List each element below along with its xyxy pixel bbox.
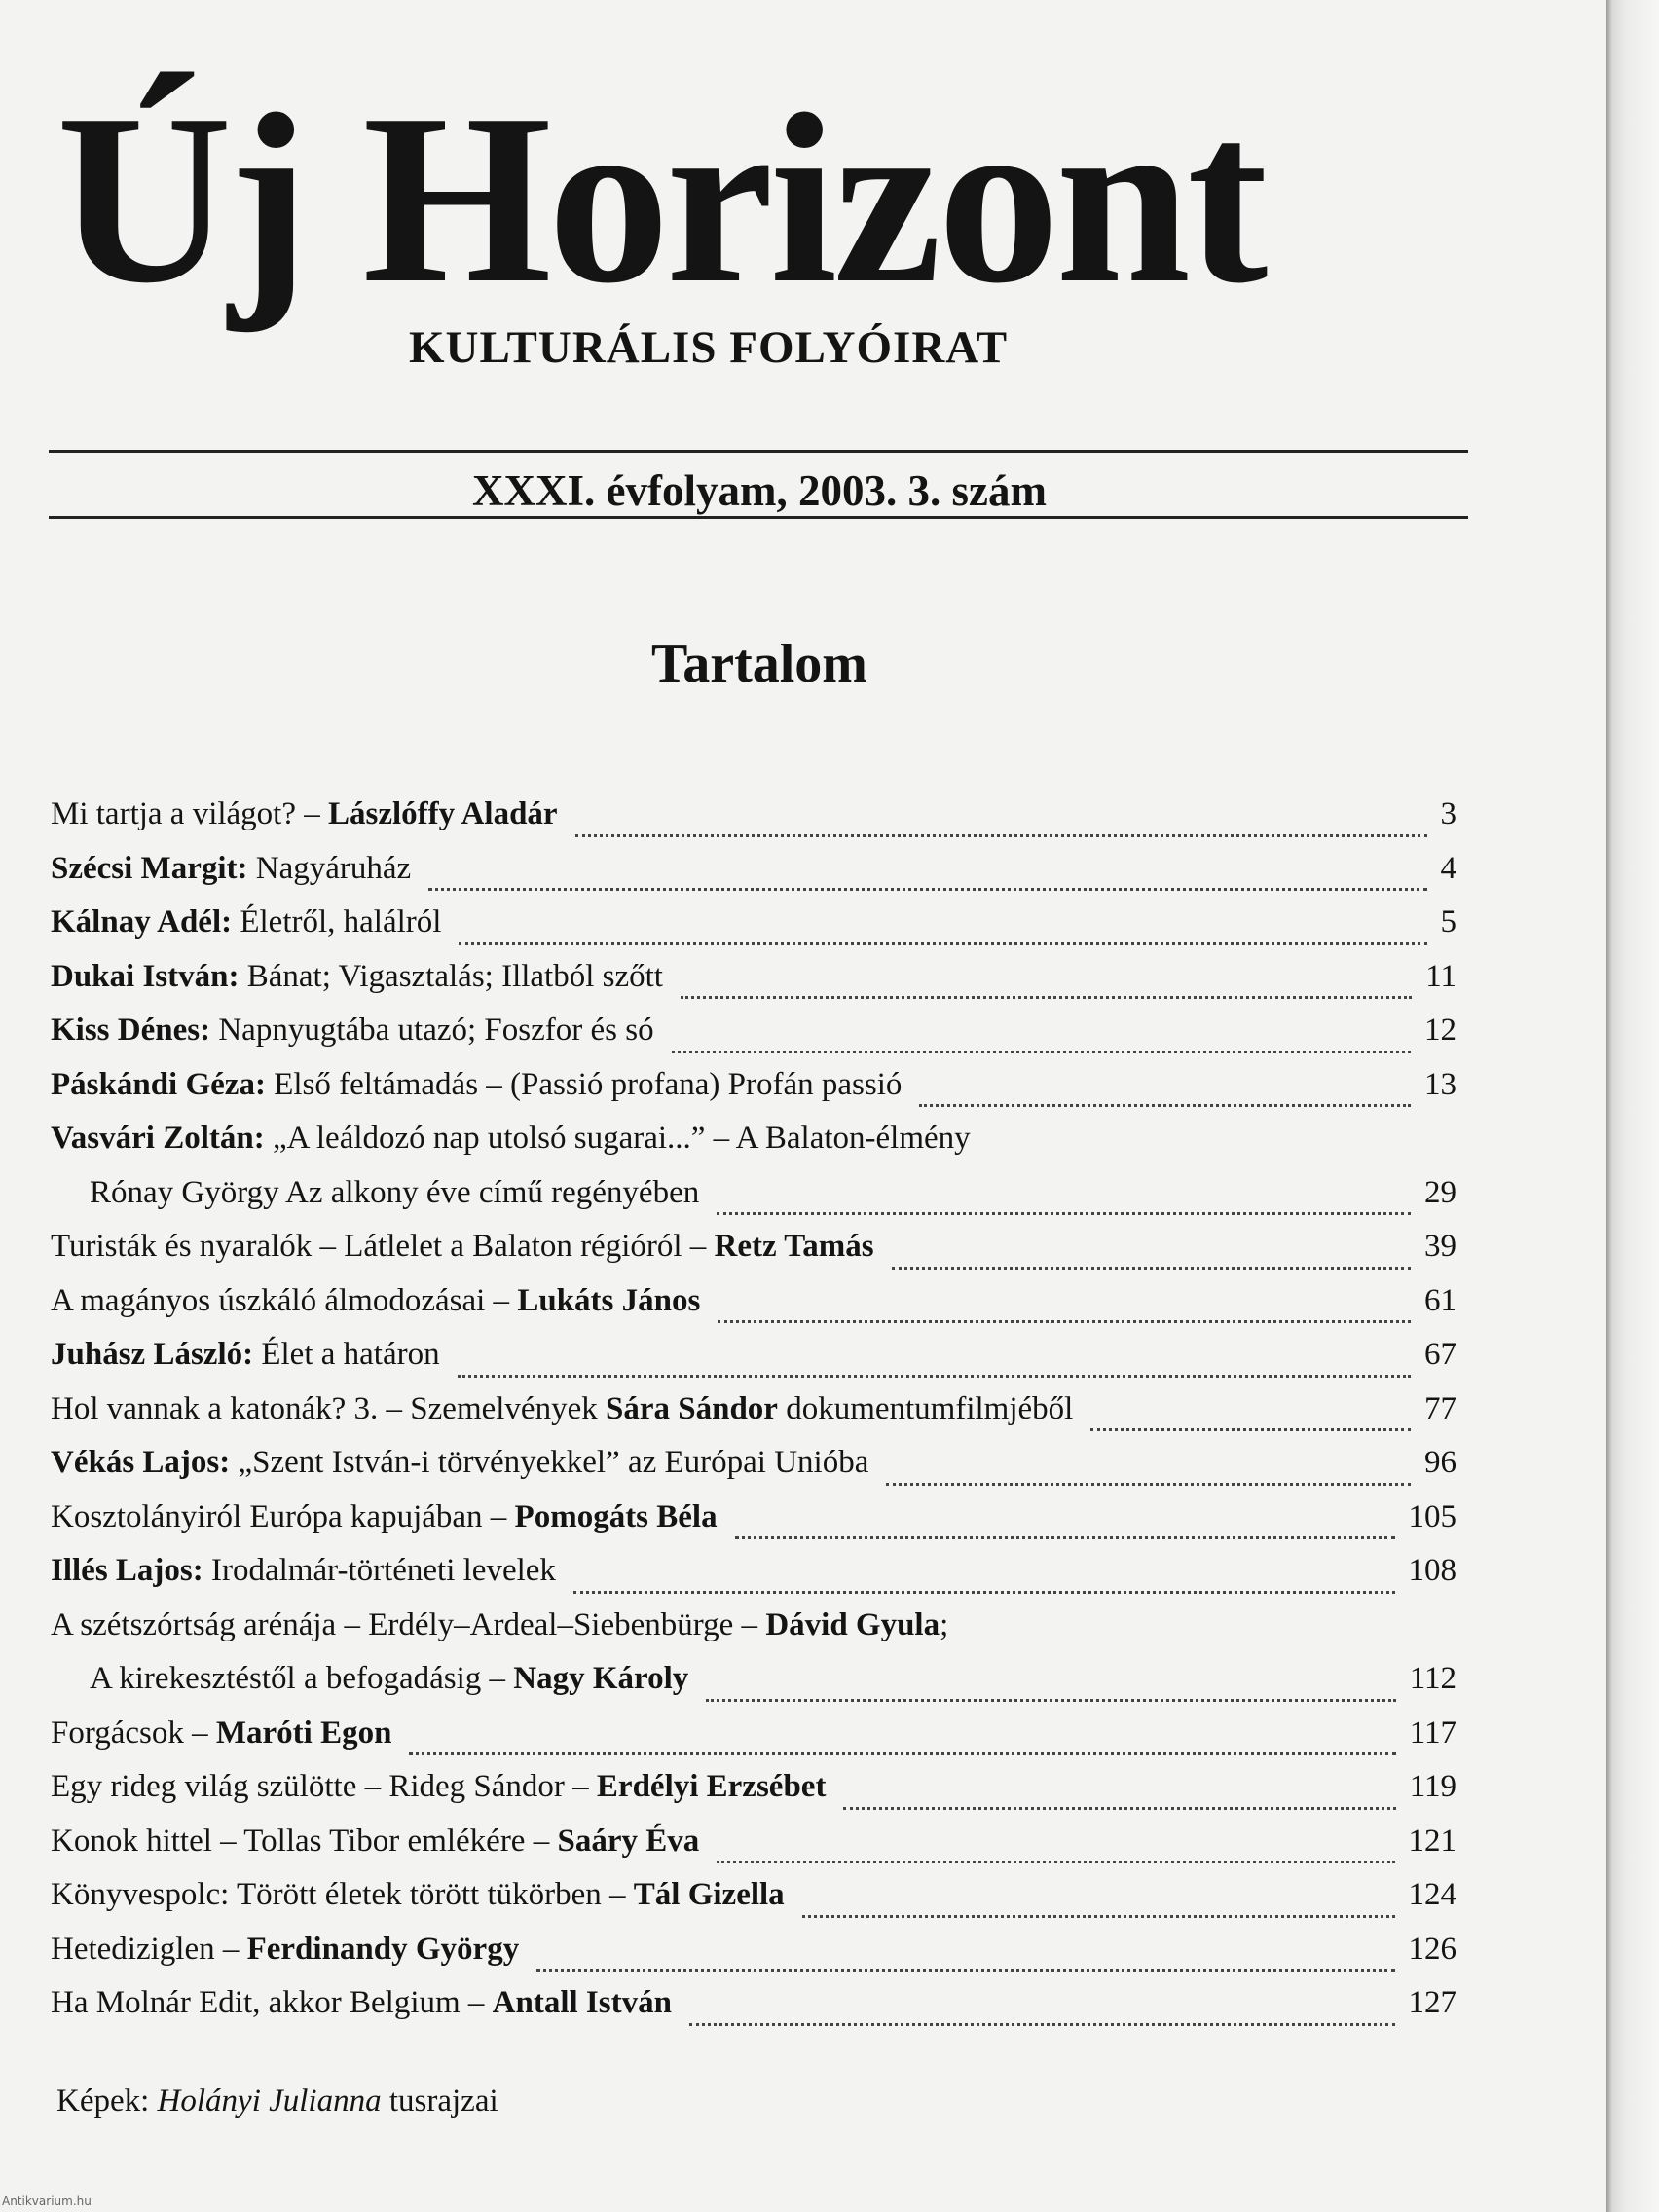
toc-page-number: 124 <box>1408 1877 1456 1912</box>
toc-entry-text <box>51 1067 902 1103</box>
dot-leader <box>681 995 1412 999</box>
toc-title-text: dokumentumfilmjéből <box>777 1390 1074 1426</box>
toc-entry-text <box>51 1229 874 1265</box>
toc-title-text: Rónay György Az alkony éve című regényében <box>90 1174 700 1210</box>
dot-leader <box>458 1374 1411 1378</box>
toc-title-text: „A leáldozó nap utolsó sugarai...” – A Balaton-élmény <box>264 1121 971 1156</box>
toc-entry <box>51 1121 1456 1175</box>
toc-entry-text <box>51 959 663 995</box>
toc-entry-text <box>90 1661 688 1697</box>
toc-title-text: Irodalmár-történeti levelek <box>203 1553 556 1588</box>
credits-suffix: tusrajzai <box>381 2083 498 2119</box>
toc-entry <box>51 1391 1456 1446</box>
toc-entry-text <box>51 1391 1073 1427</box>
dot-leader <box>689 2022 1395 2026</box>
toc-entry <box>51 851 1456 905</box>
toc-entry-text <box>51 1824 699 1860</box>
toc-page-number: 119 <box>1409 1769 1456 1804</box>
toc-title-text: Turisták és nyaralók – Látlelet a Balaton régióról – <box>51 1229 715 1264</box>
toc-title-text: Egy rideg világ szülötte – Rideg Sándor – <box>51 1769 597 1804</box>
toc-title-text: Könyvespolc: Törött életek törött tükörben – <box>51 1877 634 1912</box>
toc-entry <box>51 1661 1456 1715</box>
toc-entry-text <box>51 1607 948 1643</box>
toc-title-text: Kosztolányiról Európa kapujában – <box>51 1498 515 1534</box>
toc-page-number: 61 <box>1424 1282 1456 1318</box>
toc-author: Erdélyi Erzsébet <box>596 1769 827 1804</box>
toc-title-text: Forgácsok – <box>51 1714 216 1751</box>
table-of-contents <box>51 796 1456 2040</box>
image-credits <box>56 2083 498 2120</box>
toc-title-text: A kirekesztéstől a befogadásig – <box>90 1661 514 1696</box>
dot-leader <box>843 1806 1395 1810</box>
toc-page-number: 3 <box>1440 796 1456 831</box>
toc-entry <box>51 904 1456 959</box>
toc-entry <box>51 1229 1456 1283</box>
toc-entry <box>51 1445 1456 1499</box>
dot-leader <box>573 1590 1395 1594</box>
toc-author: Ferdinandy György <box>246 1931 520 1967</box>
toc-entry <box>51 1985 1456 2040</box>
toc-page-number: 112 <box>1409 1661 1456 1696</box>
toc-entry-text <box>51 1877 785 1913</box>
toc-page-number: 108 <box>1408 1553 1456 1588</box>
toc-page-number: 12 <box>1424 1013 1456 1048</box>
top-rule <box>49 450 1468 453</box>
toc-entry-text <box>51 904 441 940</box>
issue-line: XXXI. évfolyam, 2003. 3. szám <box>472 466 1047 515</box>
toc-entry-text <box>51 796 558 832</box>
toc-entry <box>51 1715 1456 1770</box>
toc-author: Juhász László: <box>51 1337 254 1372</box>
toc-entry <box>51 1283 1456 1338</box>
toc-title-text: Első feltámadás – (Passió profana) Profán passió <box>265 1066 903 1102</box>
toc-title-text: Napnyugtába utazó; Foszfor és só <box>210 1013 654 1048</box>
toc-page-number: 39 <box>1424 1229 1456 1264</box>
toc-title-text: A magányos úszkáló álmodozásai – <box>51 1282 518 1318</box>
dot-leader <box>672 1050 1411 1053</box>
toc-author: Vasvári Zoltán: <box>51 1121 265 1156</box>
toc-author: Sára Sándor <box>605 1390 778 1426</box>
dot-leader <box>575 833 1427 837</box>
dot-leader <box>459 941 1426 945</box>
toc-entry <box>51 1499 1456 1554</box>
dot-leader <box>919 1103 1411 1107</box>
bottom-rule <box>49 516 1468 519</box>
dot-leader <box>718 1319 1411 1323</box>
toc-title-text: Ha Molnár Edit, akkor Belgium – <box>51 1985 493 2020</box>
toc-title-text: Élet a határon <box>253 1337 440 1372</box>
dot-leader <box>735 1535 1395 1539</box>
toc-entry <box>51 1877 1456 1932</box>
toc-entry-text <box>51 1283 700 1319</box>
dot-leader <box>1090 1427 1411 1431</box>
toc-author: Pomogáts Béla <box>514 1498 718 1534</box>
toc-entry-text <box>51 1932 519 1968</box>
toc-title-text: Konok hittel – Tollas Tibor emlékére – <box>51 1823 558 1859</box>
toc-entry-text <box>51 851 411 887</box>
toc-title-text: Nagyáruház <box>247 850 412 886</box>
watermark: Antikvarium.hu <box>2 2194 92 2208</box>
toc-author: Dávid Gyula <box>765 1606 940 1642</box>
toc-title-text: ; <box>940 1606 949 1642</box>
toc-entry <box>51 1769 1456 1824</box>
toc-title-text: Életről, halálról <box>232 904 442 940</box>
credits-prefix: Képek: <box>56 2083 158 2119</box>
toc-author: Dukai István: <box>51 958 240 994</box>
toc-author: Antall István <box>492 1985 672 2020</box>
toc-author: Retz Tamás <box>714 1229 874 1264</box>
toc-entry <box>51 1337 1456 1391</box>
toc-page-number: 4 <box>1440 850 1456 886</box>
dot-leader <box>886 1482 1411 1486</box>
toc-entry <box>51 959 1456 1014</box>
toc-author: Páskándi Géza: <box>51 1066 266 1102</box>
toc-entry-text <box>51 1715 391 1751</box>
toc-author: Nagy Károly <box>513 1661 689 1696</box>
toc-entry-text <box>51 1769 826 1805</box>
dot-leader <box>717 1860 1394 1863</box>
toc-entry-text <box>51 1121 971 1157</box>
toc-entry <box>51 1824 1456 1878</box>
dot-leader <box>536 1968 1394 1972</box>
toc-author: Tál Gizella <box>633 1877 785 1912</box>
toc-entry-text <box>51 1013 654 1049</box>
masthead-title: Új Horizont <box>56 64 1265 334</box>
page-edge <box>1606 0 1659 2212</box>
toc-page-number: 127 <box>1408 1985 1456 2020</box>
toc-title-text: A szétszórtság arénája – Erdély–Ardeal–Siebenbürge – <box>51 1606 766 1642</box>
toc-author: Kálnay Adél: <box>51 904 233 940</box>
toc-page-number: 13 <box>1424 1066 1456 1102</box>
credits-artist: Holányi Julianna <box>157 2083 382 2119</box>
dot-leader <box>802 1914 1395 1918</box>
toc-entry <box>51 1553 1456 1607</box>
toc-title-text: Mi tartja a világot? – <box>51 796 328 831</box>
dot-leader <box>428 887 1426 891</box>
toc-page-number: 29 <box>1424 1174 1456 1210</box>
toc-page-number: 96 <box>1424 1445 1456 1480</box>
toc-title-text: Hetediziglen – <box>51 1931 247 1967</box>
dot-leader <box>892 1266 1411 1270</box>
masthead-subtitle: KULTURÁLIS FOLYÓIRAT <box>409 322 1009 373</box>
toc-page-number: 105 <box>1408 1498 1456 1534</box>
toc-author: Kiss Dénes: <box>51 1013 211 1048</box>
toc-entry <box>51 1067 1456 1122</box>
toc-heading: Tartalom <box>651 634 867 694</box>
dot-leader <box>409 1751 1395 1755</box>
toc-page-number: 117 <box>1409 1714 1456 1751</box>
toc-page-number: 11 <box>1425 958 1456 994</box>
toc-page-number: 77 <box>1424 1390 1456 1426</box>
toc-entry-text <box>51 1499 718 1535</box>
toc-author: Maróti Egon <box>215 1714 392 1751</box>
dot-leader <box>706 1698 1395 1702</box>
toc-title-text: Hol vannak a katonák? 3. – Szemelvények <box>51 1390 606 1426</box>
toc-entry <box>51 1013 1456 1067</box>
toc-page-number: 126 <box>1408 1931 1456 1967</box>
toc-title-text: Bánat; Vigasztalás; Illatból szőtt <box>239 958 663 994</box>
toc-entry-text <box>51 1337 440 1373</box>
dot-leader <box>717 1211 1411 1215</box>
toc-author: Lászlóffy Aladár <box>328 796 558 831</box>
toc-author: Lukáts János <box>517 1282 701 1318</box>
toc-author: Szécsi Margit: <box>51 850 248 886</box>
toc-entry <box>51 1175 1456 1230</box>
toc-page-number: 5 <box>1440 904 1456 940</box>
toc-author: Vékás Lajos: <box>51 1445 231 1480</box>
toc-entry <box>51 1607 1456 1662</box>
toc-author: Illés Lajos: <box>51 1553 203 1588</box>
toc-entry-text <box>51 1553 556 1589</box>
toc-entry <box>51 1932 1456 1986</box>
toc-entry-text <box>51 1985 672 2021</box>
toc-title-text: „Szent István-i törvényekkel” az Európai Unióba <box>230 1445 869 1480</box>
toc-entry <box>51 796 1456 851</box>
toc-page-number: 121 <box>1408 1823 1456 1859</box>
toc-page-number: 67 <box>1424 1337 1456 1372</box>
toc-entry-text <box>51 1445 868 1481</box>
toc-entry-text <box>90 1175 699 1211</box>
toc-author: Saáry Éva <box>557 1823 700 1859</box>
